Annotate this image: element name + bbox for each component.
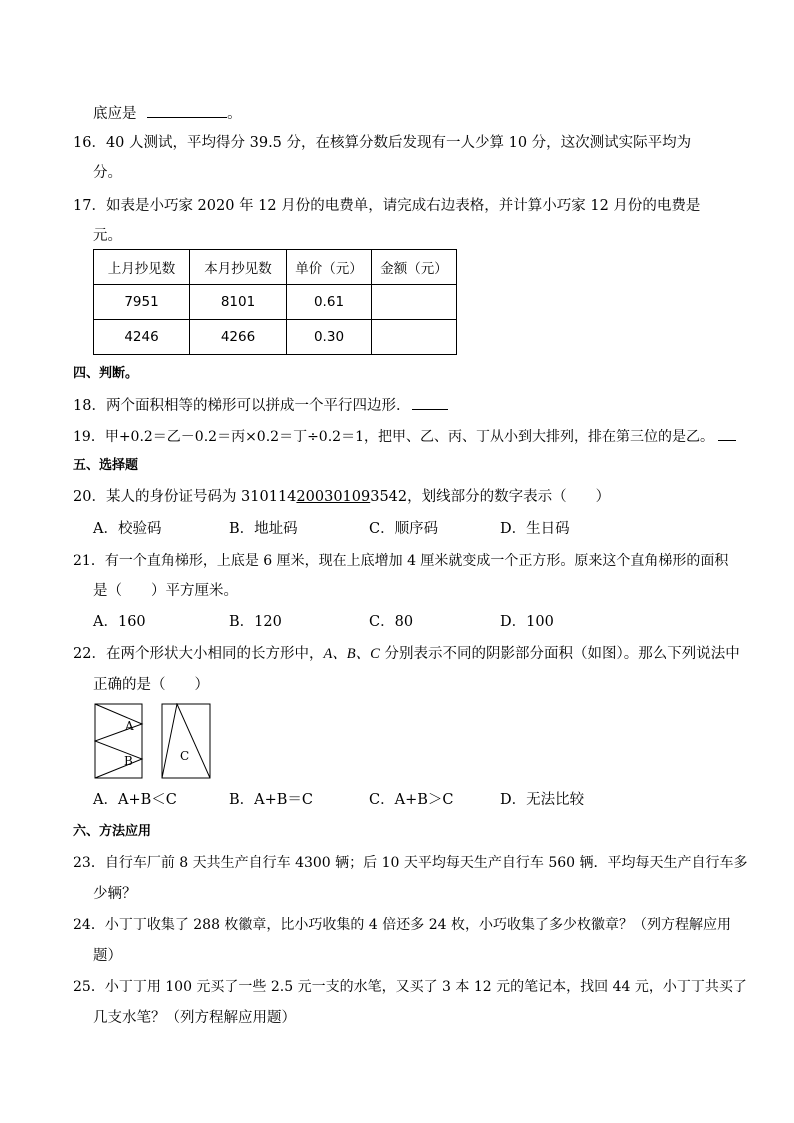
q22-option-c[interactable]: C．A+B＞C: [369, 792, 454, 808]
table-header-cell: 本月抄见数: [190, 250, 287, 285]
q16-line1: 16．40 人测试，平均得分 39.5 分，在核算分数后发现有一人少算 10 分，这次测试实际平均为: [73, 135, 692, 151]
answer-blank[interactable]: [412, 395, 448, 410]
q19: [73, 426, 736, 447]
q22-line1-a: 22．在两个形状大小相同的长方形中，: [73, 646, 324, 662]
q20-option-a[interactable]: A．校验码: [93, 521, 162, 537]
q17-line1: 17．如表是小巧家 2020 年 12 月份的电费单，请完成右边表格，并计算小巧家 12 月份的电费是: [73, 198, 701, 214]
figure-label-c: C: [180, 749, 190, 763]
rectangle-ab: [95, 704, 142, 778]
q15-tail: [93, 103, 242, 124]
answer-blank[interactable]: [718, 426, 736, 441]
q15-tail-text: 底应是: [93, 106, 137, 122]
section-heading-4: 四、判断。: [73, 366, 139, 381]
amount-input-cell[interactable]: [372, 285, 457, 320]
q23-line1: 23．自行车厂前 8 天共生产自行车 4300 辆；后 10 天平均每天生产自行车 560 辆．平均每天生产自行车多: [73, 855, 748, 871]
q21-option-b[interactable]: B．120: [229, 614, 282, 630]
table-header-cell: 单价（元）: [287, 250, 372, 285]
q20-prefix: 20．某人的身份证号码为 310114: [73, 489, 297, 505]
q21-line1: 21．有一个直角梯形，上底是 6 厘米，现在上底增加 4 厘米就变成一个正方形。原来这个直角梯形的面积: [73, 553, 729, 569]
q22-line1-b: 分别表示不同的阴影部分面积（如图）。那么下列说法中: [379, 646, 740, 662]
figure-label-a: A: [125, 719, 134, 733]
section-heading-6: 六、方法应用: [73, 824, 152, 839]
q20-option-c[interactable]: C．顺序码: [369, 521, 439, 537]
table-cell: 8101: [190, 285, 287, 320]
q21-option-c[interactable]: C．80: [369, 614, 414, 630]
q22-option-a[interactable]: A．A+B＜C: [93, 792, 177, 808]
answer-blank[interactable]: [147, 103, 227, 118]
rectangle-c: [162, 704, 210, 778]
q16-line2: 分。: [93, 165, 122, 181]
q22-option-d[interactable]: D．无法比较: [500, 792, 585, 808]
q22-line1: [73, 644, 740, 664]
q21-option-a[interactable]: A．160: [93, 614, 146, 630]
figure-label-b: B: [124, 754, 133, 768]
q23-line2: 少辆？: [93, 886, 137, 902]
q20-stem: [73, 487, 610, 507]
table-cell: 0.61: [287, 285, 372, 320]
q22-rectangles-figure: [94, 703, 214, 779]
table-cell: 4266: [190, 320, 287, 355]
q22-vars: A、B、C: [323, 646, 380, 662]
table-cell: 0.30: [287, 320, 372, 355]
table-row: [94, 320, 457, 355]
table-header-cell: 金额（元）: [372, 250, 457, 285]
table-cell: 7951: [94, 285, 190, 320]
q20-option-d[interactable]: D．生日码: [500, 521, 570, 537]
q24-line1: 24．小丁丁收集了 288 枚徽章，比小巧收集的 4 倍还多 24 枚，小巧收集了多少枚徽章？（列方程解应用: [73, 917, 731, 933]
q22-line2: 正确的是（ ）: [93, 677, 209, 693]
q20-option-b[interactable]: B．地址码: [229, 521, 298, 537]
q19-text: 19．甲+0.2＝乙－0.2＝丙×0.2＝丁÷0.2＝1，把甲、乙、丙、丁从小到大排列，排在第三位的是乙。: [73, 429, 714, 445]
q15-tail-end: 。: [227, 106, 242, 122]
q18-text: 18．两个面积相等的梯形可以拼成一个平行四边形．: [73, 398, 411, 414]
q22-option-b[interactable]: B．A+B＝C: [229, 792, 314, 808]
q20-suffix: 3542，划线部分的数字表示（ ）: [370, 489, 611, 505]
q20-underlined-digits: 20030109: [296, 489, 371, 505]
q18: [73, 395, 448, 416]
q21-option-d[interactable]: D．100: [500, 614, 554, 630]
q17-line2: 元。: [93, 228, 122, 244]
table-cell: 4246: [94, 320, 190, 355]
q24-line2: 题）: [93, 948, 122, 964]
amount-input-cell[interactable]: [372, 320, 457, 355]
table-row: [94, 285, 457, 320]
q25-line1: 25．小丁丁用 100 元买了一些 2.5 元一支的水笔，又买了 3 本 12 元的笔记本，找回 44 元，小丁丁共买了: [73, 979, 747, 995]
q21-line2: 是（ ）平方厘米。: [93, 583, 238, 599]
electricity-bill-table: [93, 249, 457, 355]
section-heading-5: 五、选择题: [73, 458, 139, 473]
table-header-cell: 上月抄见数: [94, 250, 190, 285]
q25-line2: 几支水笔？（列方程解应用题）: [93, 1010, 296, 1026]
table-header-row: [94, 250, 457, 285]
